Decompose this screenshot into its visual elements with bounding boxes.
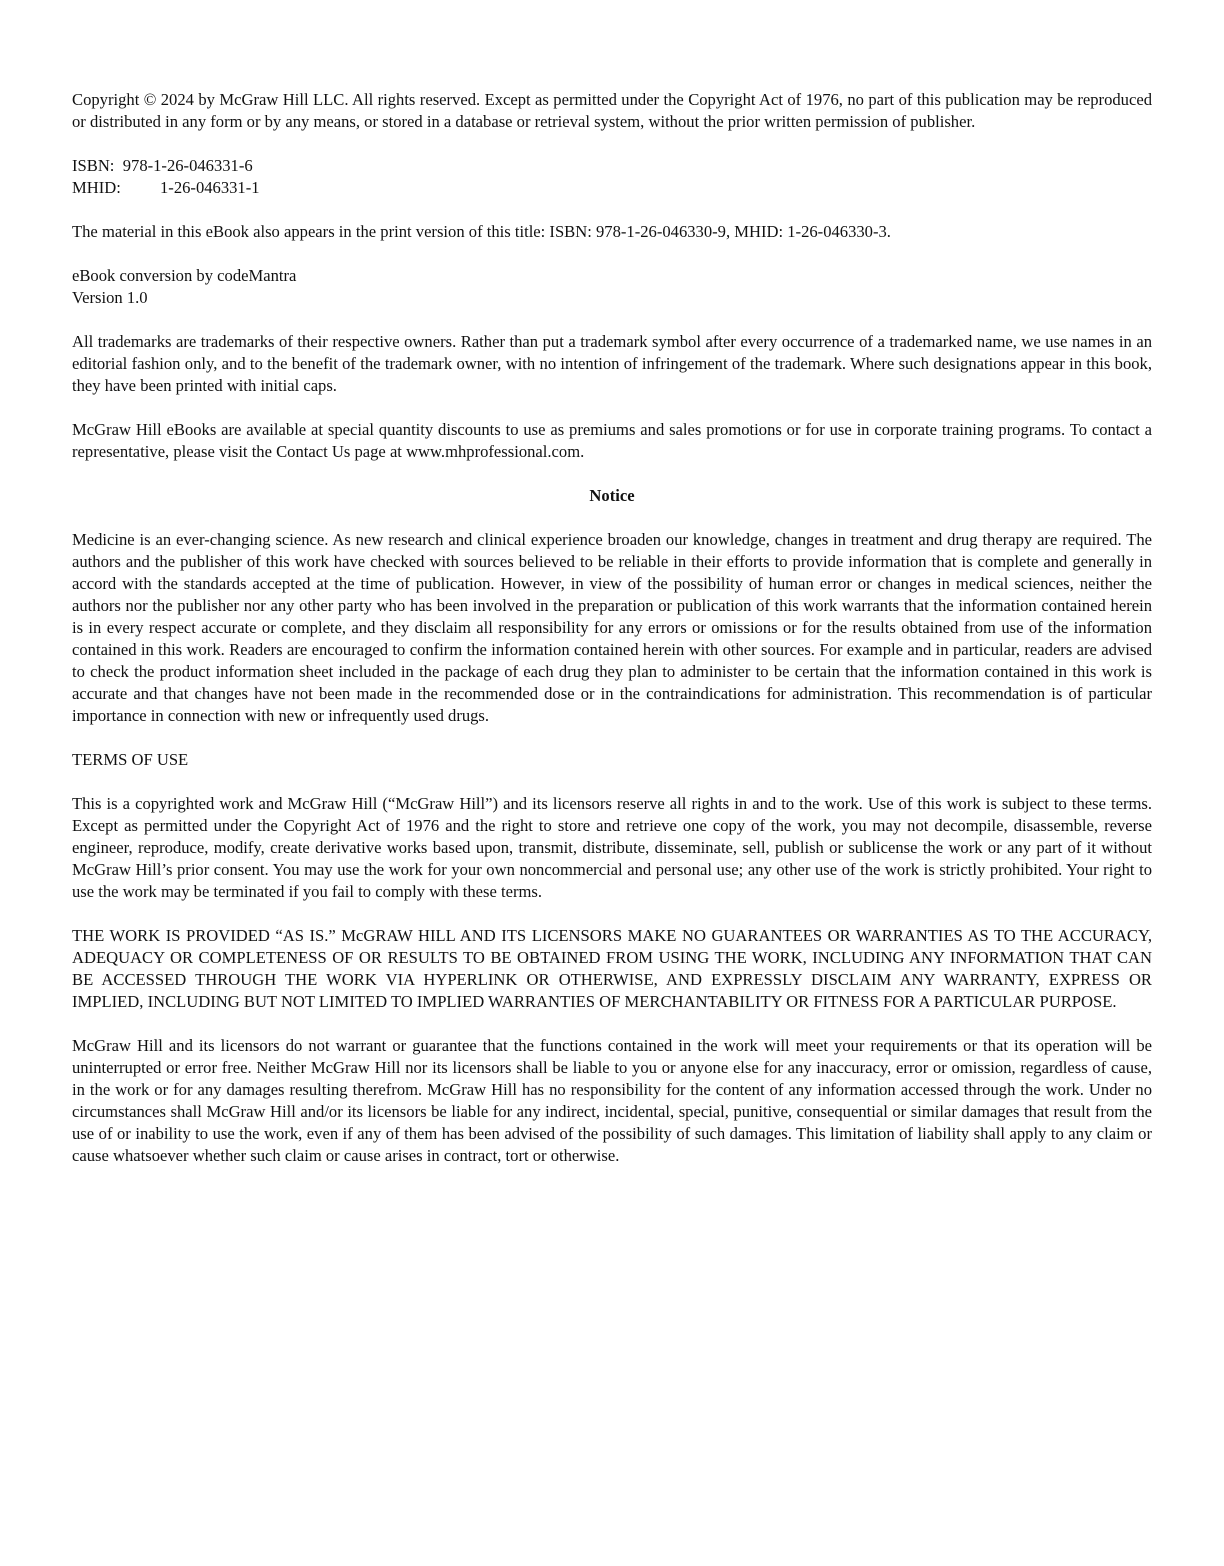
discounts-statement: McGraw Hill eBooks are available at special quantity discounts to use as premiums and sales promotions or for use in corporate training programs. To contact a representative, please visit the Contact Us page at www.mhprofessional.com. [72,420,1152,461]
terms-paragraph-2: THE WORK IS PROVIDED “AS IS.” McGRAW HILL AND ITS LICENSORS MAKE NO GUARANTEES OR WARRANTIES AS TO THE ACCURACY, ADEQUACY OR COMPLETENESS OF OR RESULTS TO BE OBTAINED FROM USING THE WORK, INCLUDING ANY INFORMATION THAT CAN BE ACCESSED THROUGH THE WORK VIA HYPERLINK OR OTHERWISE, AND EXPRESSLY DISCLAIM ANY WARRANTY, EXPRESS OR IMPLIED, INCLUDING BUT NOT LIMITED TO IMPLIED WARRANTIES OF MERCHANTABILITY OR FITNESS FOR A PARTICULAR PURPOSE. [72,926,1152,1011]
notice-body: Medicine is an ever-changing science. As new research and clinical experience broaden our knowledge, changes in treatment and drug therapy are required. The authors and the publisher of this work have checked with sources believed to be reliable in their efforts to provide information that is complete and generally in accord with the standards accepted at the time of publication. However, in view of the possibility of human error or changes in medical sciences, neither the authors nor the publisher nor any other party who has been involved in the preparation or publication of this work warrants that the information contained herein is in every respect accurate or complete, and they disclaim all responsibility for any errors or omissions or for the results obtained from use of the information contained in this work. Readers are encouraged to confirm the information contained herein with other sources. For example and in particular, readers are advised to check the product information sheet included in the package of each drug they plan to administer to be certain that the information contained in this work is accurate and that changes have not been made in the recommended dose or in the contraindications for administration. This recommendation is of particular importance in connection with new or infrequently used drugs. [72,530,1152,725]
conversion-credit: eBook conversion by codeMantra [72,266,297,285]
notice-heading: Notice [589,486,635,505]
isbn-value: 978-1-26-046331-6 [122,156,253,175]
conversion-block [72,265,1152,309]
print-version-note: The material in this eBook also appears in the print version of this title: ISBN: 978-1-26-046330-9, MHID: 1-26-046330-3. [72,222,891,241]
isbn-row [72,155,1152,177]
copyright-statement: Copyright © 2024 by McGraw Hill LLC. All rights reserved. Except as permitted under the Copyright Act of 1976, no part of this publication may be reproduced or distributed in any form or by any means, or stored in a database or retrieval system, without the prior written permission of publisher. [72,90,1152,131]
copyright-page [72,89,1152,1189]
terms-heading: TERMS OF USE [72,750,189,769]
isbn-label: ISBN: [72,156,115,175]
mhid-value: 1-26-046331-1 [160,178,260,197]
mhid-label: MHID: [72,178,121,197]
terms-paragraph-1: This is a copyrighted work and McGraw Hill (“McGraw Hill”) and its licensors reserve all rights in and to the work. Use of this work is subject to these terms. Except as permitted under the Copyright Act of 1976 and the right to store and retrieve one copy of the work, you may not decompile, disassemble, reverse engineer, reproduce, modify, create derivative works based upon, transmit, distribute, disseminate, sell, publish or sublicense the work or any part of it without McGraw Hill’s prior consent. You may use the work for your own noncommercial and personal use; any other use of the work is strictly prohibited. Your right to use the work may be terminated if you fail to comply with these terms. [72,794,1152,901]
version-label: Version 1.0 [72,288,148,307]
mhid-row [72,177,1152,199]
identifiers-block [72,155,1152,199]
terms-paragraph-3: McGraw Hill and its licensors do not warrant or guarantee that the functions contained in the work will meet your requirements or that its operation will be uninterrupted or error free. Neither McGraw Hill nor its licensors shall be liable to you or anyone else for any inaccuracy, error or omission, regardless of cause, in the work or for any damages resulting therefrom. McGraw Hill has no responsibility for the content of any information accessed through the work. Under no circumstances shall McGraw Hill and/or its licensors be liable for any indirect, incidental, special, punitive, consequential or similar damages that result from the use of or inability to use the work, even if any of them has been advised of the possibility of such damages. This limitation of liability shall apply to any claim or cause whatsoever whether such claim or cause arises in contract, tort or otherwise. [72,1036,1152,1165]
trademarks-statement: All trademarks are trademarks of their respective owners. Rather than put a trademark symbol after every occurrence of a trademarked name, we use names in an editorial fashion only, and to the benefit of the trademark owner, with no intention of infringement of the trademark. Where such designations appear in this book, they have been printed with initial caps. [72,332,1152,395]
